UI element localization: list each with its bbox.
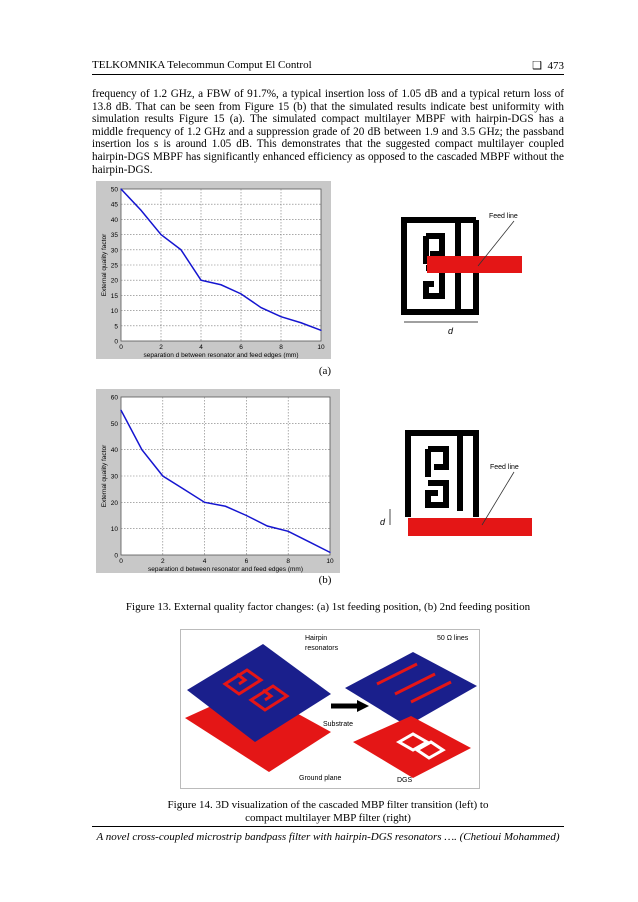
dgs-plane-right — [353, 716, 471, 778]
chart-b-y-tick-label: 40 — [110, 447, 118, 455]
chart-a-y-tick-label: 10 — [110, 308, 118, 316]
chart-a-data-point — [140, 210, 141, 211]
chart-b-frame — [96, 389, 340, 573]
chart-b-data-point — [162, 475, 163, 476]
feed-line-b — [408, 518, 532, 536]
chart-b-data-point — [204, 502, 205, 503]
chart-b-y-axis-label: External quality factor — [101, 444, 108, 508]
footer-rule — [92, 826, 564, 827]
chart-b-x-tick-label: 8 — [286, 558, 291, 565]
dim-label-b: d — [380, 517, 386, 527]
chart-b-x-tick-label: 2 — [160, 558, 165, 565]
chart-a-data-point — [260, 307, 261, 308]
chart-b-data-point — [225, 506, 226, 507]
chart-a-y-tick-label: 5 — [114, 323, 118, 331]
chart-a-data-point — [200, 280, 201, 281]
transition-arrowhead — [357, 700, 369, 712]
chart-b-y-tick-label: 10 — [110, 526, 118, 534]
chart-b-y-tick-label: 30 — [110, 473, 118, 481]
resonator-diagram-a — [396, 208, 534, 336]
chart-a-y-tick-label: 30 — [110, 247, 118, 255]
journal-name: TELKOMNIKA Telecommun Comput El Control — [92, 59, 312, 71]
panel-a-label: (a) — [318, 365, 332, 377]
chart-a-x-tick-label: 6 — [239, 344, 243, 351]
chart-a — [96, 181, 331, 359]
chart-a-x-axis-label: separation d between resonator and feed edges (mm) — [143, 352, 299, 359]
chart-b-x-tick-label: 6 — [244, 558, 249, 565]
label-lines: 50 Ω lines — [437, 635, 469, 642]
chart-a-x-tick-label: 0 — [119, 344, 123, 351]
chart-a-data-point — [120, 188, 121, 189]
label-substrate: Substrate — [323, 721, 353, 728]
chart-b-data-point — [246, 515, 247, 516]
chart-b-data-point — [309, 541, 310, 542]
feed-line-label-a: Feed line — [489, 213, 518, 220]
chart-b-y-tick-label: 50 — [110, 420, 118, 428]
substrate-right — [345, 652, 477, 726]
chart-a-data-point — [320, 330, 321, 331]
dim-label-a: d — [448, 326, 454, 336]
body-paragraph: frequency of 1.2 GHz, a FBW of 91.7%, a typical insertion loss of 1.05 dB and a typical return loss of 13.8 dB. That can be seen from Figure 15 (b) that the simulated results indicate best uniformity with simulation results Figure 15 (a). The simulated compact multilayer MBPF with hairpin-DGS has a middle frequency of 1.2 GHz and a suppression grade of 20 dB between 1.9 and 3.5 GHz; the passband insertion los s is around 1.05 dB. This demonstrates that the suggested compact multilayer coupled hairpin-DGS MBPF has significantly enhanced efficiency as opposed to the cascaded MBPF without the hairpin-DGS. — [92, 88, 564, 176]
chart-b-x-tick-label: 0 — [119, 558, 123, 565]
chart-b-y-tick-label: 0 — [114, 552, 118, 560]
chart-b-data-point — [288, 531, 289, 532]
figure-14-caption-line1: Figure 14. 3D visualization of the cascaded MBP filter transition (left) to — [167, 799, 489, 811]
chart-a-data-point — [160, 234, 161, 235]
chart-b-y-tick-label: 20 — [110, 499, 118, 507]
chart-a-frame — [96, 181, 331, 359]
chart-b-data-point — [329, 552, 330, 553]
figure-14-3d-illustration — [181, 630, 479, 788]
figure-13-caption-text: Figure 13. External quality factor changes: (a) 1st feeding position, (b) 2nd feeding position — [125, 601, 531, 613]
chart-a-y-tick-label: 40 — [110, 216, 118, 224]
panel-b-label: (b) — [318, 574, 332, 586]
chart-a-y-tick-label: 45 — [110, 201, 118, 209]
chart-b-data-point — [141, 449, 142, 450]
chart-a-data-point — [220, 284, 221, 285]
header-rule — [92, 74, 564, 75]
chart-b-x-tick-label: 4 — [202, 558, 207, 565]
chart-a-x-tick-label: 4 — [199, 344, 203, 351]
chart-b-data-point — [267, 525, 268, 526]
chart-a-x-tick-label: 2 — [159, 344, 163, 351]
chart-b-data-point — [183, 489, 184, 490]
chart-a-x-tick-label: 8 — [279, 344, 283, 351]
chart-b-x-tick-label: 10 — [326, 558, 334, 565]
chart-a-y-axis-label: External quality factor — [101, 233, 108, 297]
chart-a-y-tick-label: 50 — [110, 186, 118, 194]
figure-14-caption-line2: compact multilayer MBP filter (right) — [245, 812, 411, 824]
label-ground-plane: Ground plane — [299, 775, 342, 782]
footer-text: A novel cross-coupled microstrip bandpass filter with hairpin-DGS resonators …. (Chetioui Mohammed) — [96, 831, 560, 843]
page-number: 473 — [547, 60, 564, 72]
chart-a-data-point — [300, 322, 301, 323]
page-number-group — [532, 59, 564, 72]
hairpin-resonator-b — [408, 433, 476, 517]
running-footer — [92, 826, 564, 843]
chart-a-x-tick-label: 10 — [317, 344, 325, 351]
chart-a-data-point — [280, 316, 281, 317]
chart-a-data-point — [180, 249, 181, 250]
feed-line-a — [427, 256, 522, 273]
chart-b — [96, 389, 340, 573]
resonator-diagram-b — [376, 425, 536, 543]
figure-13-caption — [92, 601, 564, 613]
page-mark: ❑ — [532, 60, 542, 72]
chart-a-y-tick-label: 15 — [110, 292, 118, 300]
chart-a-y-tick-label: 0 — [114, 338, 118, 346]
chart-a-y-tick-label: 20 — [110, 277, 118, 285]
label-hairpin: Hairpin — [305, 635, 328, 642]
chart-b-y-tick-label: 60 — [110, 394, 118, 402]
chart-a-y-tick-label: 35 — [110, 232, 118, 240]
chart-b-x-axis-label: separation d between resonator and feed edges (mm) — [147, 566, 304, 573]
feed-line-label-b: Feed line — [490, 464, 519, 471]
feed-line-pointer-b — [482, 472, 514, 525]
figure-14-caption — [92, 799, 564, 825]
figure-14-image — [180, 629, 480, 789]
chart-b-data-point — [120, 410, 121, 411]
label-dgs: DGS — [397, 777, 413, 784]
chart-a-data-point — [240, 293, 241, 294]
chart-a-y-tick-label: 25 — [110, 262, 118, 270]
label-resonators: resonators — [305, 645, 339, 652]
